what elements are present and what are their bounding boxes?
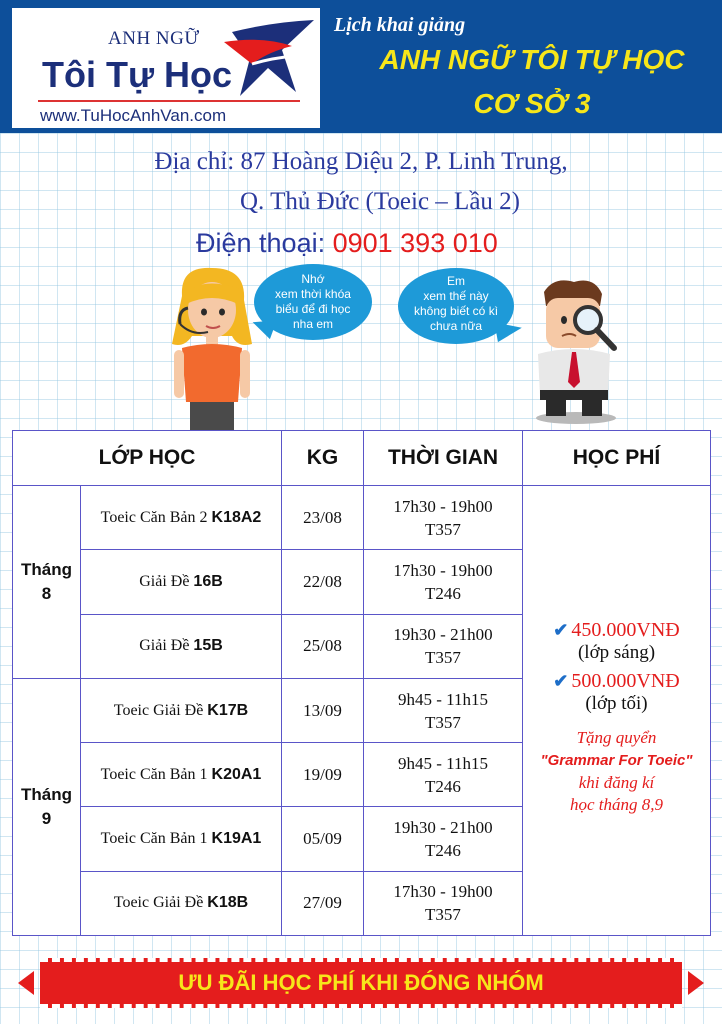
class-name-cell: Giải Đề 15B [81, 614, 282, 678]
month-cell-8: Tháng 8 [13, 486, 81, 679]
arrow-right-icon [688, 971, 704, 995]
header-kg: KG [282, 431, 364, 486]
phone-number[interactable]: 0901 393 010 [332, 228, 498, 258]
address-line1: Địa chỉ: 87 Hoàng Diệu 2, P. Linh Trung, [154, 148, 568, 175]
logo-url[interactable]: www.TuHocAnhVan.com [40, 106, 227, 125]
girl-speech-bubble: Nhớ xem thời khóa biểu để đi học nha em [254, 264, 372, 340]
time-cell: 9h45 - 11h15 T246 [364, 743, 523, 807]
header-banner [0, 0, 722, 133]
promo-banner-text: ƯU ĐÃI HỌC PHÍ KHI ĐÓNG NHÓM [178, 970, 544, 995]
fee-evening-note: (lớp tối) [585, 693, 648, 715]
fee-evening: ✔ 500.000VNĐ [553, 670, 680, 693]
class-name-cell: Toeic Giải Đề K18B [81, 871, 282, 935]
class-name-cell: Giải Đề 16B [81, 550, 282, 614]
header-class: LỚP HỌC [13, 431, 282, 486]
promo-banner[interactable] [40, 958, 682, 1008]
class-name-cell: Toeic Căn Bản 2 K18A2 [81, 486, 282, 550]
logo-divider [38, 100, 300, 102]
girl-character-illustration [168, 266, 256, 432]
fee-cell [523, 486, 711, 936]
class-name-cell: Toeic Giải Đề K17B [81, 678, 282, 742]
check-icon: ✔ [553, 620, 569, 641]
table-row [13, 486, 711, 550]
header-title-line1: ANH NGỮ TÔI TỰ HỌC [379, 44, 685, 75]
fee-morning-note: (lớp sáng) [577, 642, 656, 664]
phone-line [196, 228, 498, 259]
start-date-cell: 22/08 [282, 550, 364, 614]
time-cell: 9h45 - 11h15 T357 [364, 678, 523, 742]
man-with-magnifier-illustration [524, 272, 624, 424]
schedule-table [12, 430, 711, 936]
logo-main-text: Tôi Tự Học [42, 54, 233, 95]
check-icon: ✔ [553, 671, 569, 692]
arrow-left-icon [18, 971, 34, 995]
logo-top-text: ANH NGỮ [108, 28, 200, 49]
month-cell-9: Tháng 9 [13, 678, 81, 935]
phone-label: Điện thoại: [196, 228, 333, 258]
time-cell: 17h30 - 19h00 T357 [364, 486, 523, 550]
address-line2: Q. Thủ Đức (Toeic – Lầu 2) [239, 188, 520, 215]
header-fee: HỌC PHÍ [523, 431, 711, 486]
table-header-row [13, 431, 711, 486]
header-time: THỜI GIAN [364, 431, 523, 486]
man-speech-bubble: Em xem thế này không biết có kì chưa nữa [398, 268, 514, 344]
start-date-cell: 05/09 [282, 807, 364, 871]
class-name-cell: Toeic Căn Bản 1 K19A1 [81, 807, 282, 871]
start-date-cell: 19/09 [282, 743, 364, 807]
time-cell: 19h30 - 21h00 T246 [364, 807, 523, 871]
start-date-cell: 27/09 [282, 871, 364, 935]
start-date-cell: 13/09 [282, 678, 364, 742]
time-cell: 19h30 - 21h00 T357 [364, 614, 523, 678]
logo[interactable] [12, 8, 320, 128]
class-name-cell: Toeic Căn Bản 1 K20A1 [81, 743, 282, 807]
start-date-cell: 25/08 [282, 614, 364, 678]
start-date-cell: 23/08 [282, 486, 364, 550]
promo-text: Tặng quyển "Grammar For Toeic" khi đăng kí học tháng 8,9 [540, 728, 693, 815]
time-cell: 17h30 - 19h00 T357 [364, 871, 523, 935]
header-title-line2: CƠ SỞ 3 [473, 88, 591, 119]
star-icon [222, 12, 316, 102]
header-subtitle: Lịch khai giảng [334, 14, 466, 36]
time-cell: 17h30 - 19h00 T246 [364, 550, 523, 614]
fee-morning: ✔ 450.000VNĐ [553, 619, 680, 642]
